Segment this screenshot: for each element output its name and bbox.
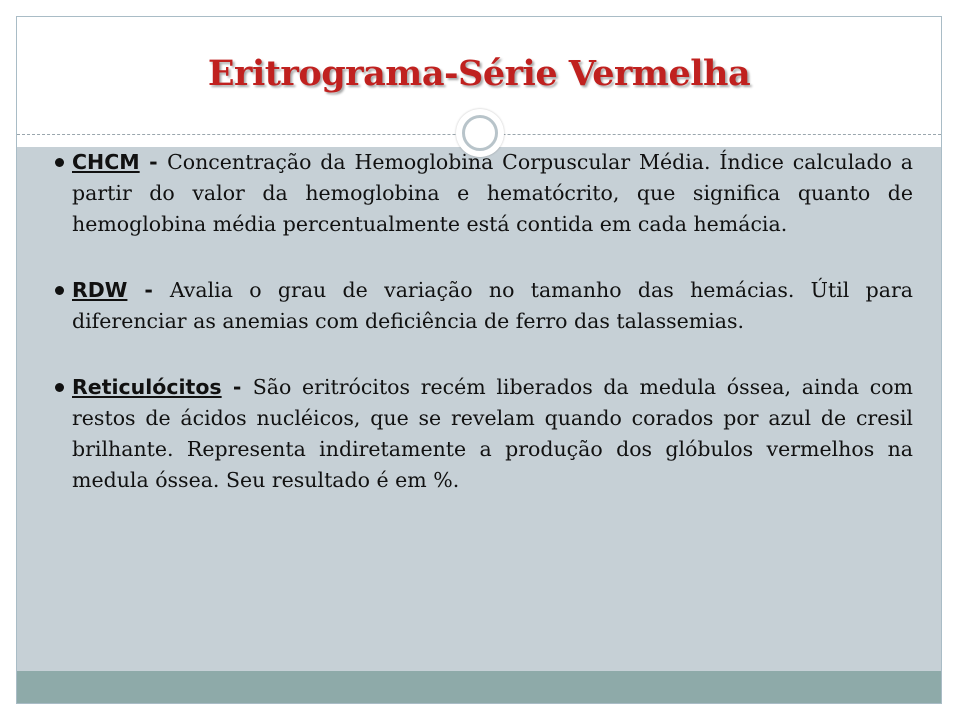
- bullet-text: São eritrócitos recém liberados da medula óssea, ainda com restos de ácidos nucléicos, que se revelam quando corados por azul de cresil brilhante. Representa indiretamente a produção dos glóbulos vermelhos na medula óssea. Seu resultado é em %.: [72, 375, 913, 492]
- circle-ring-icon: [462, 115, 498, 151]
- bullet-list: [55, 147, 913, 531]
- bullet-text: Avalia o grau de variação no tamanho das hemácias. Útil para diferenciar as anemias com deficiência de ferro das talassemias.: [72, 278, 913, 333]
- bullet-dot-icon: [55, 383, 64, 392]
- bullet-item-chcm: [55, 147, 913, 240]
- bullet-term: CHCM: [72, 150, 140, 174]
- bullet-separator: -: [139, 150, 168, 174]
- bullet-item-rdw: [55, 275, 913, 337]
- bullet-term: RDW: [72, 278, 128, 302]
- bullet-dot-icon: [55, 286, 64, 295]
- bullet-separator: -: [127, 278, 170, 302]
- slide-title: Eritrograma-Série Vermelha: [207, 53, 751, 94]
- bullet-separator: -: [221, 375, 253, 399]
- bottom-bar: [17, 671, 941, 704]
- bullet-item-reticulocitos: [55, 372, 913, 496]
- bullet-dot-icon: [55, 158, 64, 167]
- bullet-term: Reticulócitos: [72, 375, 222, 399]
- bullet-text: Concentração da Hemoglobina Corpuscular Média. Índice calculado a partir do valor da hemoglobina e hematócrito, que significa quanto de hemoglobina média percentualmente está contida em cada hemácia.: [72, 150, 913, 236]
